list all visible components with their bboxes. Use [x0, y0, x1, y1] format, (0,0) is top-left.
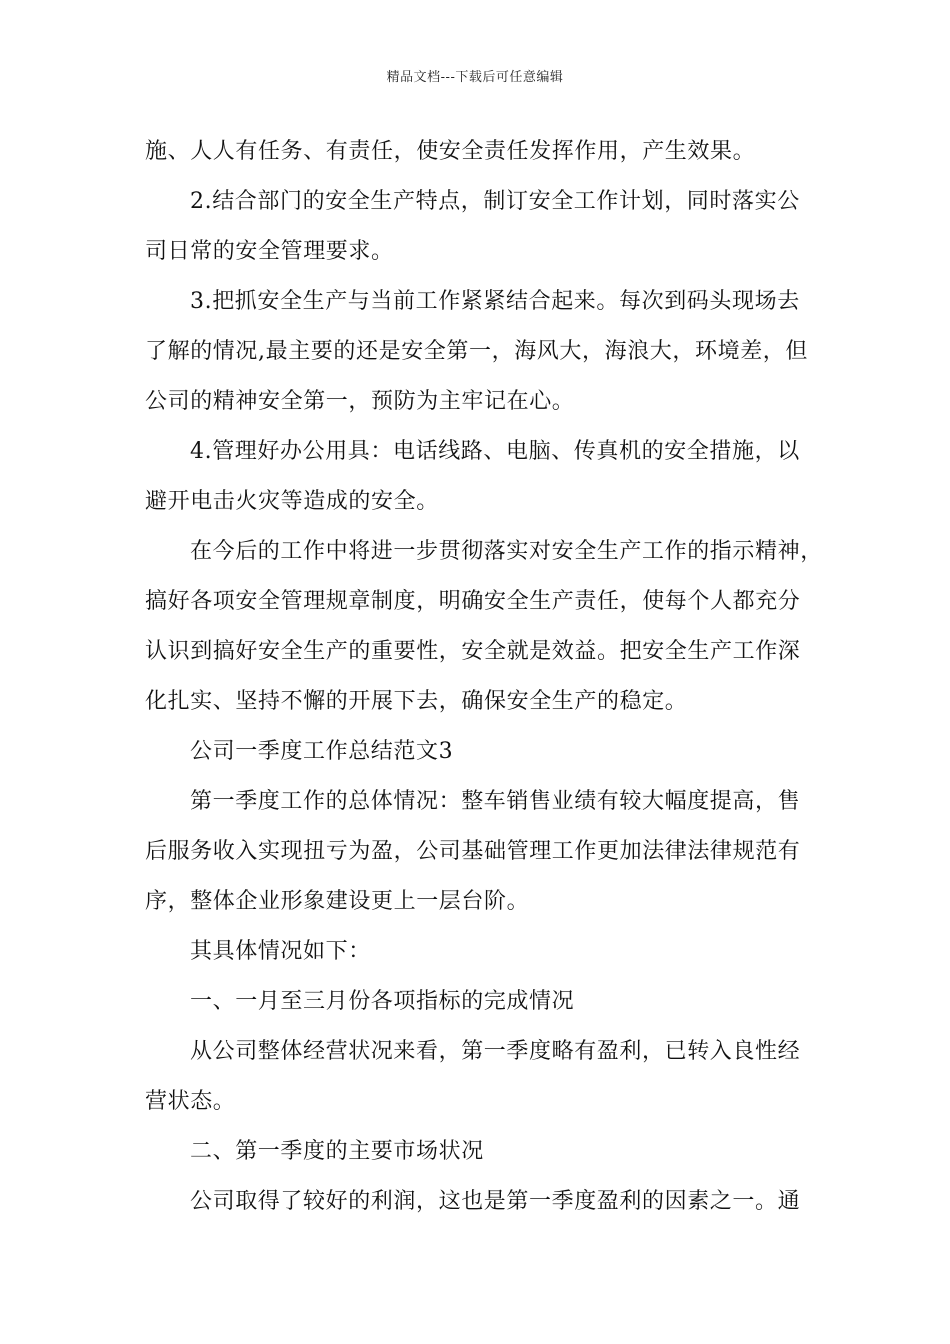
- text-line: 其具体情况如下：: [190, 939, 371, 964]
- text-line: 搞好各项安全管理规章制度，明确安全生产责任，使每个人都充分: [145, 589, 801, 614]
- section-title: 公司一季度工作总结范文3: [190, 739, 454, 764]
- text-line: 序，整体企业形象建设更上一层台阶。: [145, 889, 530, 914]
- text-line: 2.结合部门的安全生产特点，制订安全工作计划，同时落实公: [190, 189, 800, 214]
- text-line: 化扎实、坚持不懈的开展下去，确保安全生产的稳定。: [145, 689, 688, 714]
- document-body: [145, 127, 823, 1227]
- text-line: 从公司整体经营状况来看，第一季度略有盈利，已转入良性经: [190, 1039, 801, 1064]
- section-heading: 一、一月至三月份各项指标的完成情况: [190, 989, 575, 1014]
- text-line: 认识到搞好安全生产的重要性，安全就是效益。把安全生产工作深: [145, 639, 801, 664]
- text-line: 4.管理好办公用具：电话线路、电脑、传真机的安全措施，以: [190, 439, 800, 464]
- text-line: 公司取得了较好的利润，这也是第一季度盈利的因素之一。通: [190, 1189, 801, 1214]
- text-line: 在今后的工作中将进一步贯彻落实对安全生产工作的指示精神，: [190, 539, 823, 564]
- page-header: 精品文档---下载后可任意编辑: [386, 70, 564, 85]
- section-heading: 二、第一季度的主要市场状况: [190, 1139, 484, 1164]
- text-line: 3.把抓安全生产与当前工作紧紧结合起来。每次到码头现场去: [190, 289, 800, 314]
- text-line: 公司的精神安全第一，预防为主牢记在心。: [145, 389, 575, 414]
- text-line: 后服务收入实现扭亏为盈，公司基础管理工作更加法律法律规范有: [145, 839, 801, 864]
- text-line: 避开电击火灾等造成的安全。: [145, 489, 439, 514]
- text-line: 了解的情况,最主要的还是安全第一，海风大，海浪大，环境差，但: [145, 339, 808, 364]
- text-line: 第一季度工作的总体情况：整车销售业绩有较大幅度提高，售: [190, 789, 801, 814]
- text-line: 施、人人有任务、有责任，使安全责任发挥作用，产生效果。: [145, 139, 756, 164]
- text-line: 营状态。: [145, 1089, 236, 1114]
- text-line: 司日常的安全管理要求。: [145, 239, 394, 264]
